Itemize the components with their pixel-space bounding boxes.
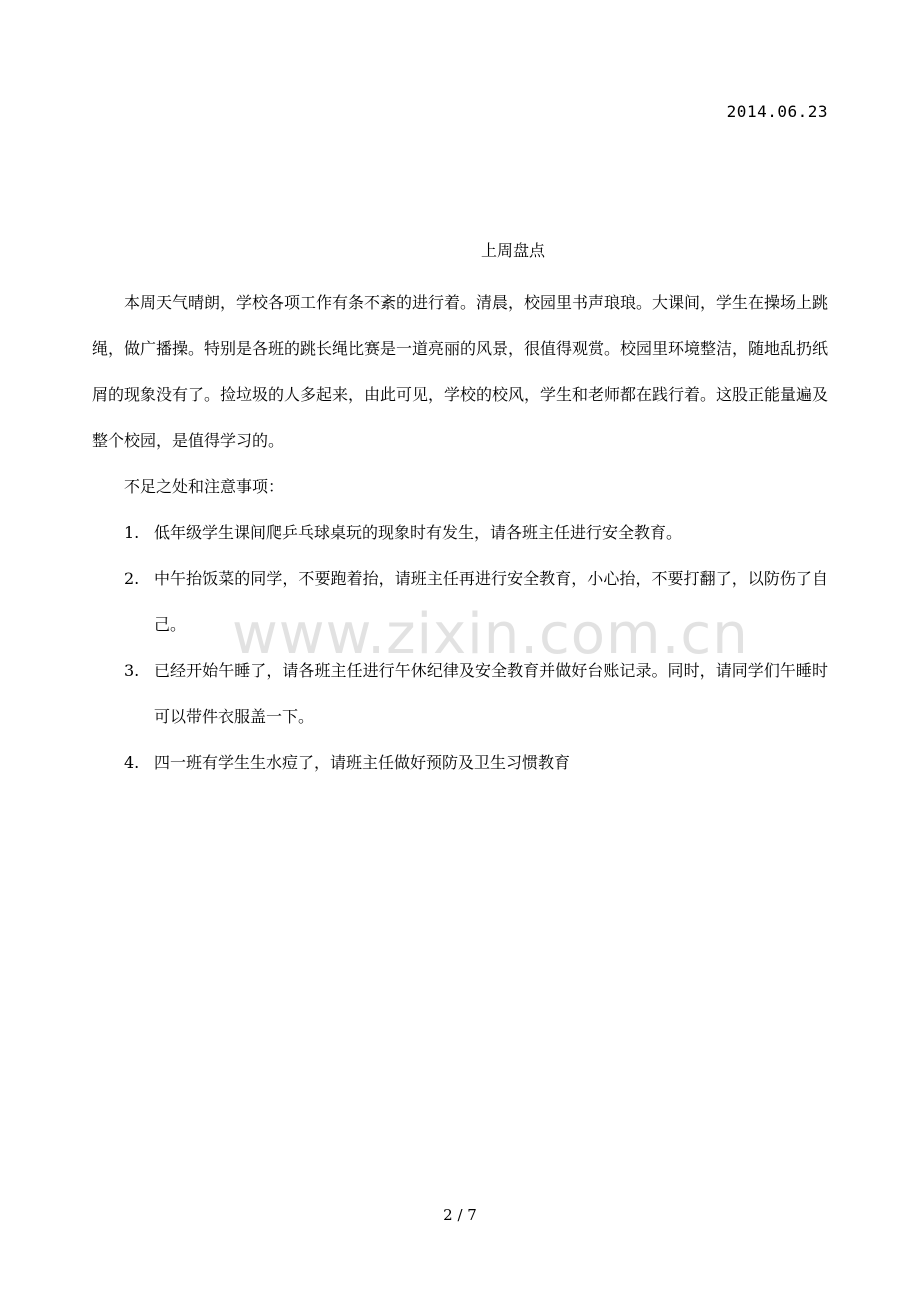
list-item [92,740,828,786]
list-item-text: 已经开始午睡了，请各班主任进行午休纪律及安全教育并做好台账记录。同时，请同学们午睡时可以带件衣服盖一下。 [154,661,828,726]
notes-list [92,510,828,786]
document-title: 上周盘点 [480,241,545,260]
intro-paragraph: 本周天气晴朗，学校各项工作有条不紊的进行着。清晨，校园里书声琅琅。大课间，学生在操场上跳绳，做广播操。特别是各班的跳长绳比赛是一道亮丽的风景，很值得观赏。校园里环境整洁，随地乱扔纸屑的现象没有了。捡垃圾的人多起来，由此可见，学校的校风，学生和老师都在践行着。这股正能量遍及整个校园，是值得学习的。 [92,293,829,450]
document-body [92,280,828,786]
watermark-text: www.zixin.com.cn [232,602,749,667]
list-item-number: 3. [124,661,140,680]
list-item-number: 4. [124,753,140,772]
document-date: 2014.06.23 [726,102,828,121]
notes-heading: 不足之处和注意事项： [124,477,285,496]
list-item [92,510,828,556]
list-item-text: 四一班有学生生水痘了，请班主任做好预防及卫生习惯教育 [154,753,571,772]
list-item-text: 低年级学生课间爬乒乓球桌玩的现象时有发生，请各班主任进行安全教育。 [154,523,683,542]
list-item-text: 中午抬饭菜的同学，不要跑着抬，请班主任再进行安全教育，小心抬，不要打翻了，以防伤了自己。 [154,569,828,634]
list-item [92,648,828,740]
page-number: 2 / 7 [443,1206,477,1224]
list-item [92,556,828,648]
list-item-number: 1. [124,523,140,542]
list-item-number: 2. [124,569,140,588]
